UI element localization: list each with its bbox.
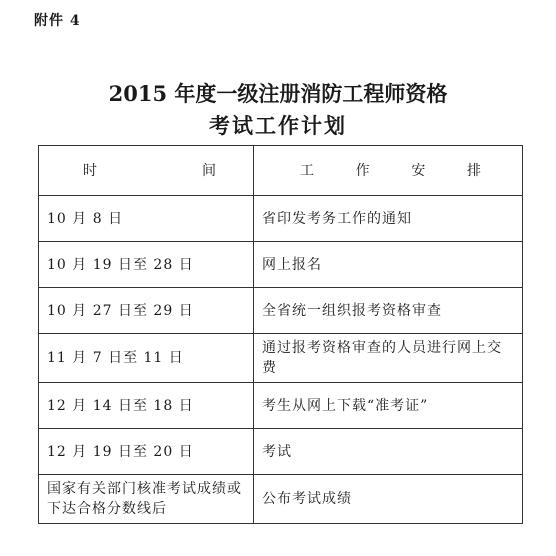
table-row [39,242,523,288]
exam-schedule-table [38,145,523,524]
header-time [39,146,254,196]
cell-time: 国家有关部门核准考试成绩或下达合格分数线后 [39,475,254,524]
table-row [39,429,523,475]
cell-task: 省印发考务工作的通知 [254,196,523,242]
cell-time: 10 月 19 日至 28 日 [39,242,254,288]
document-title-line-2: 考试工作计划 [209,113,347,138]
header-task-char: 作 [355,162,371,179]
cell-task: 公布考试成绩 [254,475,523,524]
document-title-line-1: 2015 年度一级注册消防工程师资格 [108,81,448,106]
table-header-row [39,146,523,196]
cell-time: 10 月 8 日 [39,196,254,242]
cell-task: 通过报考资格审查的人员进行网上交费 [254,334,523,383]
header-task-char: 排 [466,162,482,179]
cell-time: 11 月 7 日至 11 日 [39,334,254,383]
table-row [39,383,523,429]
table-row [39,196,523,242]
cell-task: 网上报名 [254,242,523,288]
cell-time: 10 月 27 日至 29 日 [39,288,254,334]
header-task-char: 工 [300,162,315,179]
table-row [39,475,523,524]
table-row [39,288,523,334]
header-time-char: 时 [83,162,98,179]
header-task [254,146,523,196]
cell-task: 全省统一组织报考资格审查 [254,288,523,334]
attachment-label: 附件 4 [34,13,81,29]
cell-time: 12 月 14 日至 18 日 [39,383,254,429]
cell-task: 考试 [254,429,523,475]
cell-time: 12 月 19 日至 20 日 [39,429,254,475]
header-task-char: 安 [411,162,427,179]
table-row [39,334,523,383]
header-time-char: 间 [202,162,217,179]
cell-task: 考生从网上下载“准考证” [254,383,523,429]
